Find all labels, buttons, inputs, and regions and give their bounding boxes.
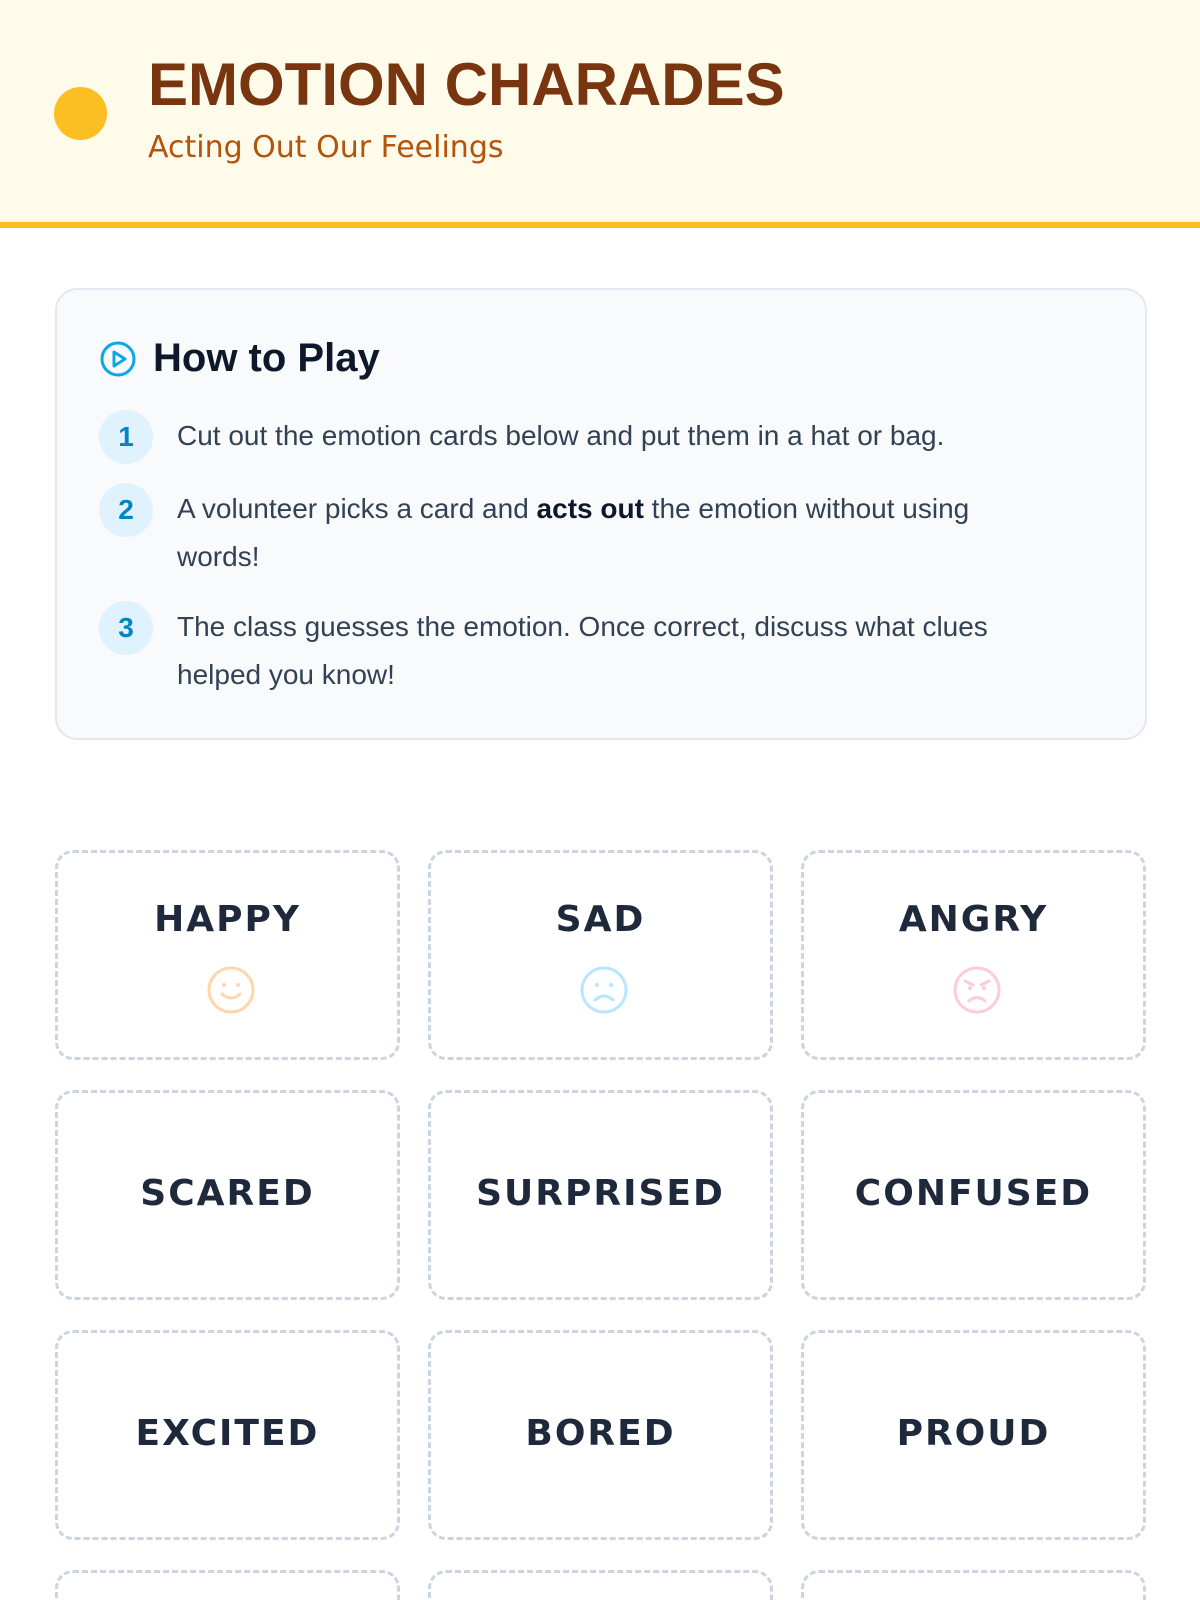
emotion-card[interactable] <box>801 1570 1146 1600</box>
emotion-card-grid <box>55 850 1147 1600</box>
step-text-part: A volunteer picks a card and <box>177 493 537 524</box>
frown-face-icon <box>579 965 629 1015</box>
emotion-card-bored[interactable] <box>428 1330 773 1540</box>
card-label: HAPPY <box>154 899 301 940</box>
card-label: ANGRY <box>898 899 1049 940</box>
how-to-play-panel <box>55 288 1147 740</box>
card-label: EXCITED <box>135 1413 320 1454</box>
emotion-card[interactable] <box>428 1570 773 1600</box>
step-text: The class guesses the emotion. Once correct, discuss what clues helped you know! <box>177 611 988 690</box>
step-number-badge: 3 <box>99 601 153 655</box>
card-label: SURPRISED <box>476 1173 725 1214</box>
step-text <box>177 485 1057 581</box>
emotion-card-sad[interactable] <box>428 850 773 1060</box>
play-circle-icon <box>99 340 137 378</box>
smile-face-icon <box>206 965 256 1015</box>
emotion-card-happy[interactable] <box>55 850 400 1060</box>
page-header <box>0 0 1200 228</box>
emotion-card-angry[interactable] <box>801 850 1146 1060</box>
emotion-card-surprised[interactable] <box>428 1090 773 1300</box>
how-to-play-title: How to Play <box>153 336 380 380</box>
card-label: SAD <box>555 899 646 940</box>
card-label: SCARED <box>140 1173 315 1214</box>
emotion-card-scared[interactable] <box>55 1090 400 1300</box>
step-text: Cut out the emotion cards below and put them in a hat or bag. <box>177 420 945 451</box>
emotion-card-confused[interactable] <box>801 1090 1146 1300</box>
step-text-part: the emotion without using words! <box>177 493 970 572</box>
emotion-card-proud[interactable] <box>801 1330 1146 1540</box>
angry-face-icon <box>952 965 1002 1015</box>
emotion-card-excited[interactable] <box>55 1330 400 1540</box>
step-number-badge: 1 <box>99 410 153 464</box>
emotion-card[interactable] <box>55 1570 400 1600</box>
card-label: BORED <box>525 1413 676 1454</box>
card-label: CONFUSED <box>854 1173 1093 1214</box>
step-text-emphasis: acts out <box>536 493 644 524</box>
page-title: EMOTION CHARADES <box>148 51 785 118</box>
step-number-badge: 2 <box>99 483 153 537</box>
page-subtitle: Acting Out Our Feelings <box>148 130 504 165</box>
sun-dot-icon <box>54 87 107 140</box>
card-label: PROUD <box>896 1413 1051 1454</box>
